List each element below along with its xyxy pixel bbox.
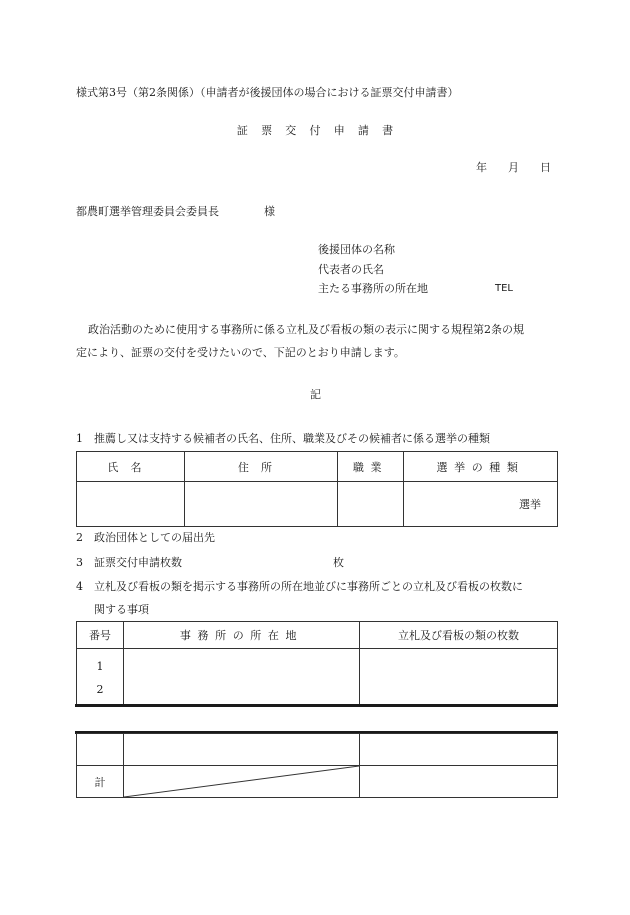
org-name-label: 後援団体の名称: [318, 243, 395, 256]
election-type-cell[interactable]: [404, 482, 558, 527]
location-cell[interactable]: [124, 649, 360, 707]
candidate-address-cell[interactable]: [185, 482, 338, 527]
row-number-1: 1: [96, 659, 104, 673]
header-job: 職業: [338, 452, 404, 482]
header-count: 立札及び看板の類の枚数: [360, 622, 558, 649]
date-month: 月: [508, 161, 519, 174]
item4-number: 4: [76, 580, 83, 593]
item1-number: 1: [76, 432, 83, 445]
body-text-line-2: 定により、証票の交付を受けたいので、下記のとおり申請します。: [76, 346, 405, 359]
candidate-name-cell[interactable]: [77, 482, 185, 527]
item2-number: 2: [76, 531, 83, 544]
item2-text: 政治団体としての届出先: [94, 531, 215, 544]
item4-text-line-1: 立札及び看板の類を掲示する事務所の所在地並びに事務所ごとの立札及び看板の枚数に: [94, 580, 523, 593]
total-count-cell[interactable]: [360, 766, 558, 798]
header-election-type: 選挙の種類: [404, 452, 558, 482]
continued-location-cell[interactable]: [124, 734, 360, 766]
candidate-table: [76, 451, 558, 527]
count-cell[interactable]: [360, 649, 558, 707]
total-table: [76, 733, 558, 798]
page-title: 証票交付申請書: [236, 124, 407, 137]
election-suffix: 選挙: [519, 498, 541, 511]
body-text-line-1: 政治活動のために使用する事務所に係る立札及び看板の類の表示に関する規程第2条の規: [88, 323, 524, 336]
item4-text-line-2: 関する事項: [94, 603, 149, 616]
addressee-honorific: 様: [264, 205, 275, 218]
header-number: 番号: [77, 622, 124, 649]
header-address: 住所: [185, 452, 338, 482]
continued-count-cell[interactable]: [360, 734, 558, 766]
form-label: 様式第3号（第2条関係）（申請者が後援団体の場合における証票交付申請書）: [76, 86, 459, 99]
addressee-name: 都農町選挙管理委員会委員長: [76, 205, 219, 218]
office-table: [76, 621, 558, 707]
office-address-label: 主たる事務所の所在地: [318, 282, 428, 295]
item1-text: 推薦し又は支持する候補者の氏名、住所、職業及びその候補者に係る選挙の種類: [94, 432, 490, 445]
continued-number-cell[interactable]: [77, 734, 124, 766]
candidate-job-cell[interactable]: [338, 482, 404, 527]
representative-label: 代表者の氏名: [318, 263, 384, 276]
total-location-cell: [124, 766, 360, 798]
total-label: 計: [77, 766, 124, 798]
ki-heading: 記: [310, 388, 321, 401]
item3-number: 3: [76, 556, 83, 569]
row-number-2: 2: [96, 682, 104, 696]
item3-unit: 枚: [333, 556, 344, 569]
table-break-line-top: [75, 704, 558, 707]
tel-label: TEL: [495, 283, 513, 294]
row-numbers: [77, 649, 124, 707]
header-location: 事務所の所在地: [124, 622, 360, 649]
header-name: 氏名: [77, 452, 185, 482]
item3-text: 証票交付申請枚数: [94, 556, 182, 569]
diagonal-strike: [124, 766, 359, 797]
date-day: 日: [540, 161, 551, 174]
date-year: 年: [476, 161, 487, 174]
